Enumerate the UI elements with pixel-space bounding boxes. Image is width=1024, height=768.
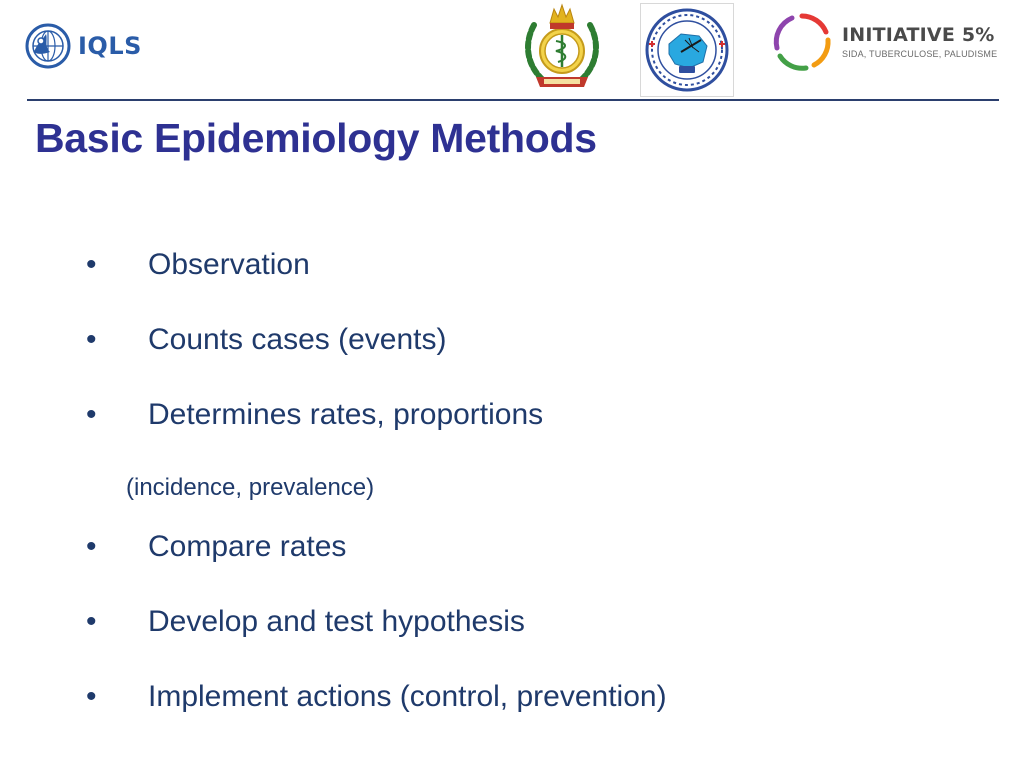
- initiative-subtitle: SIDA, TUBERCULOSE, PALUDISME: [842, 48, 998, 59]
- bullet-marker: •: [86, 530, 97, 563]
- bullet-text: Implement actions (control, prevention): [148, 680, 667, 713]
- bullet-text: Observation: [148, 248, 310, 281]
- iqls-logo-text: IQLS: [78, 32, 142, 60]
- bullet-marker: •: [86, 605, 97, 638]
- bullet-item: [82, 680, 667, 714]
- bullet-marker: •: [86, 398, 97, 431]
- bullet-item: [82, 248, 310, 282]
- bullet-item: [82, 605, 525, 639]
- bullet-item: [82, 530, 346, 564]
- bullet-text: Determines rates, proportions: [148, 398, 544, 431]
- bullet-text: Develop and test hypothesis: [148, 605, 525, 638]
- bullet-subnote: (incidence, prevalence): [126, 474, 375, 501]
- bullet-text: Counts cases (events): [148, 323, 447, 356]
- bullet-item: [82, 398, 543, 432]
- bullet-marker: •: [86, 323, 97, 356]
- bullet-item: [82, 323, 446, 357]
- bullet-marker: •: [86, 248, 97, 281]
- slide-title: Basic Epidemiology Methods: [35, 115, 597, 161]
- bullet-marker: •: [86, 680, 97, 713]
- bullet-text: Compare rates: [148, 530, 347, 563]
- initiative-title: INITIATIVE 5%: [842, 23, 995, 46]
